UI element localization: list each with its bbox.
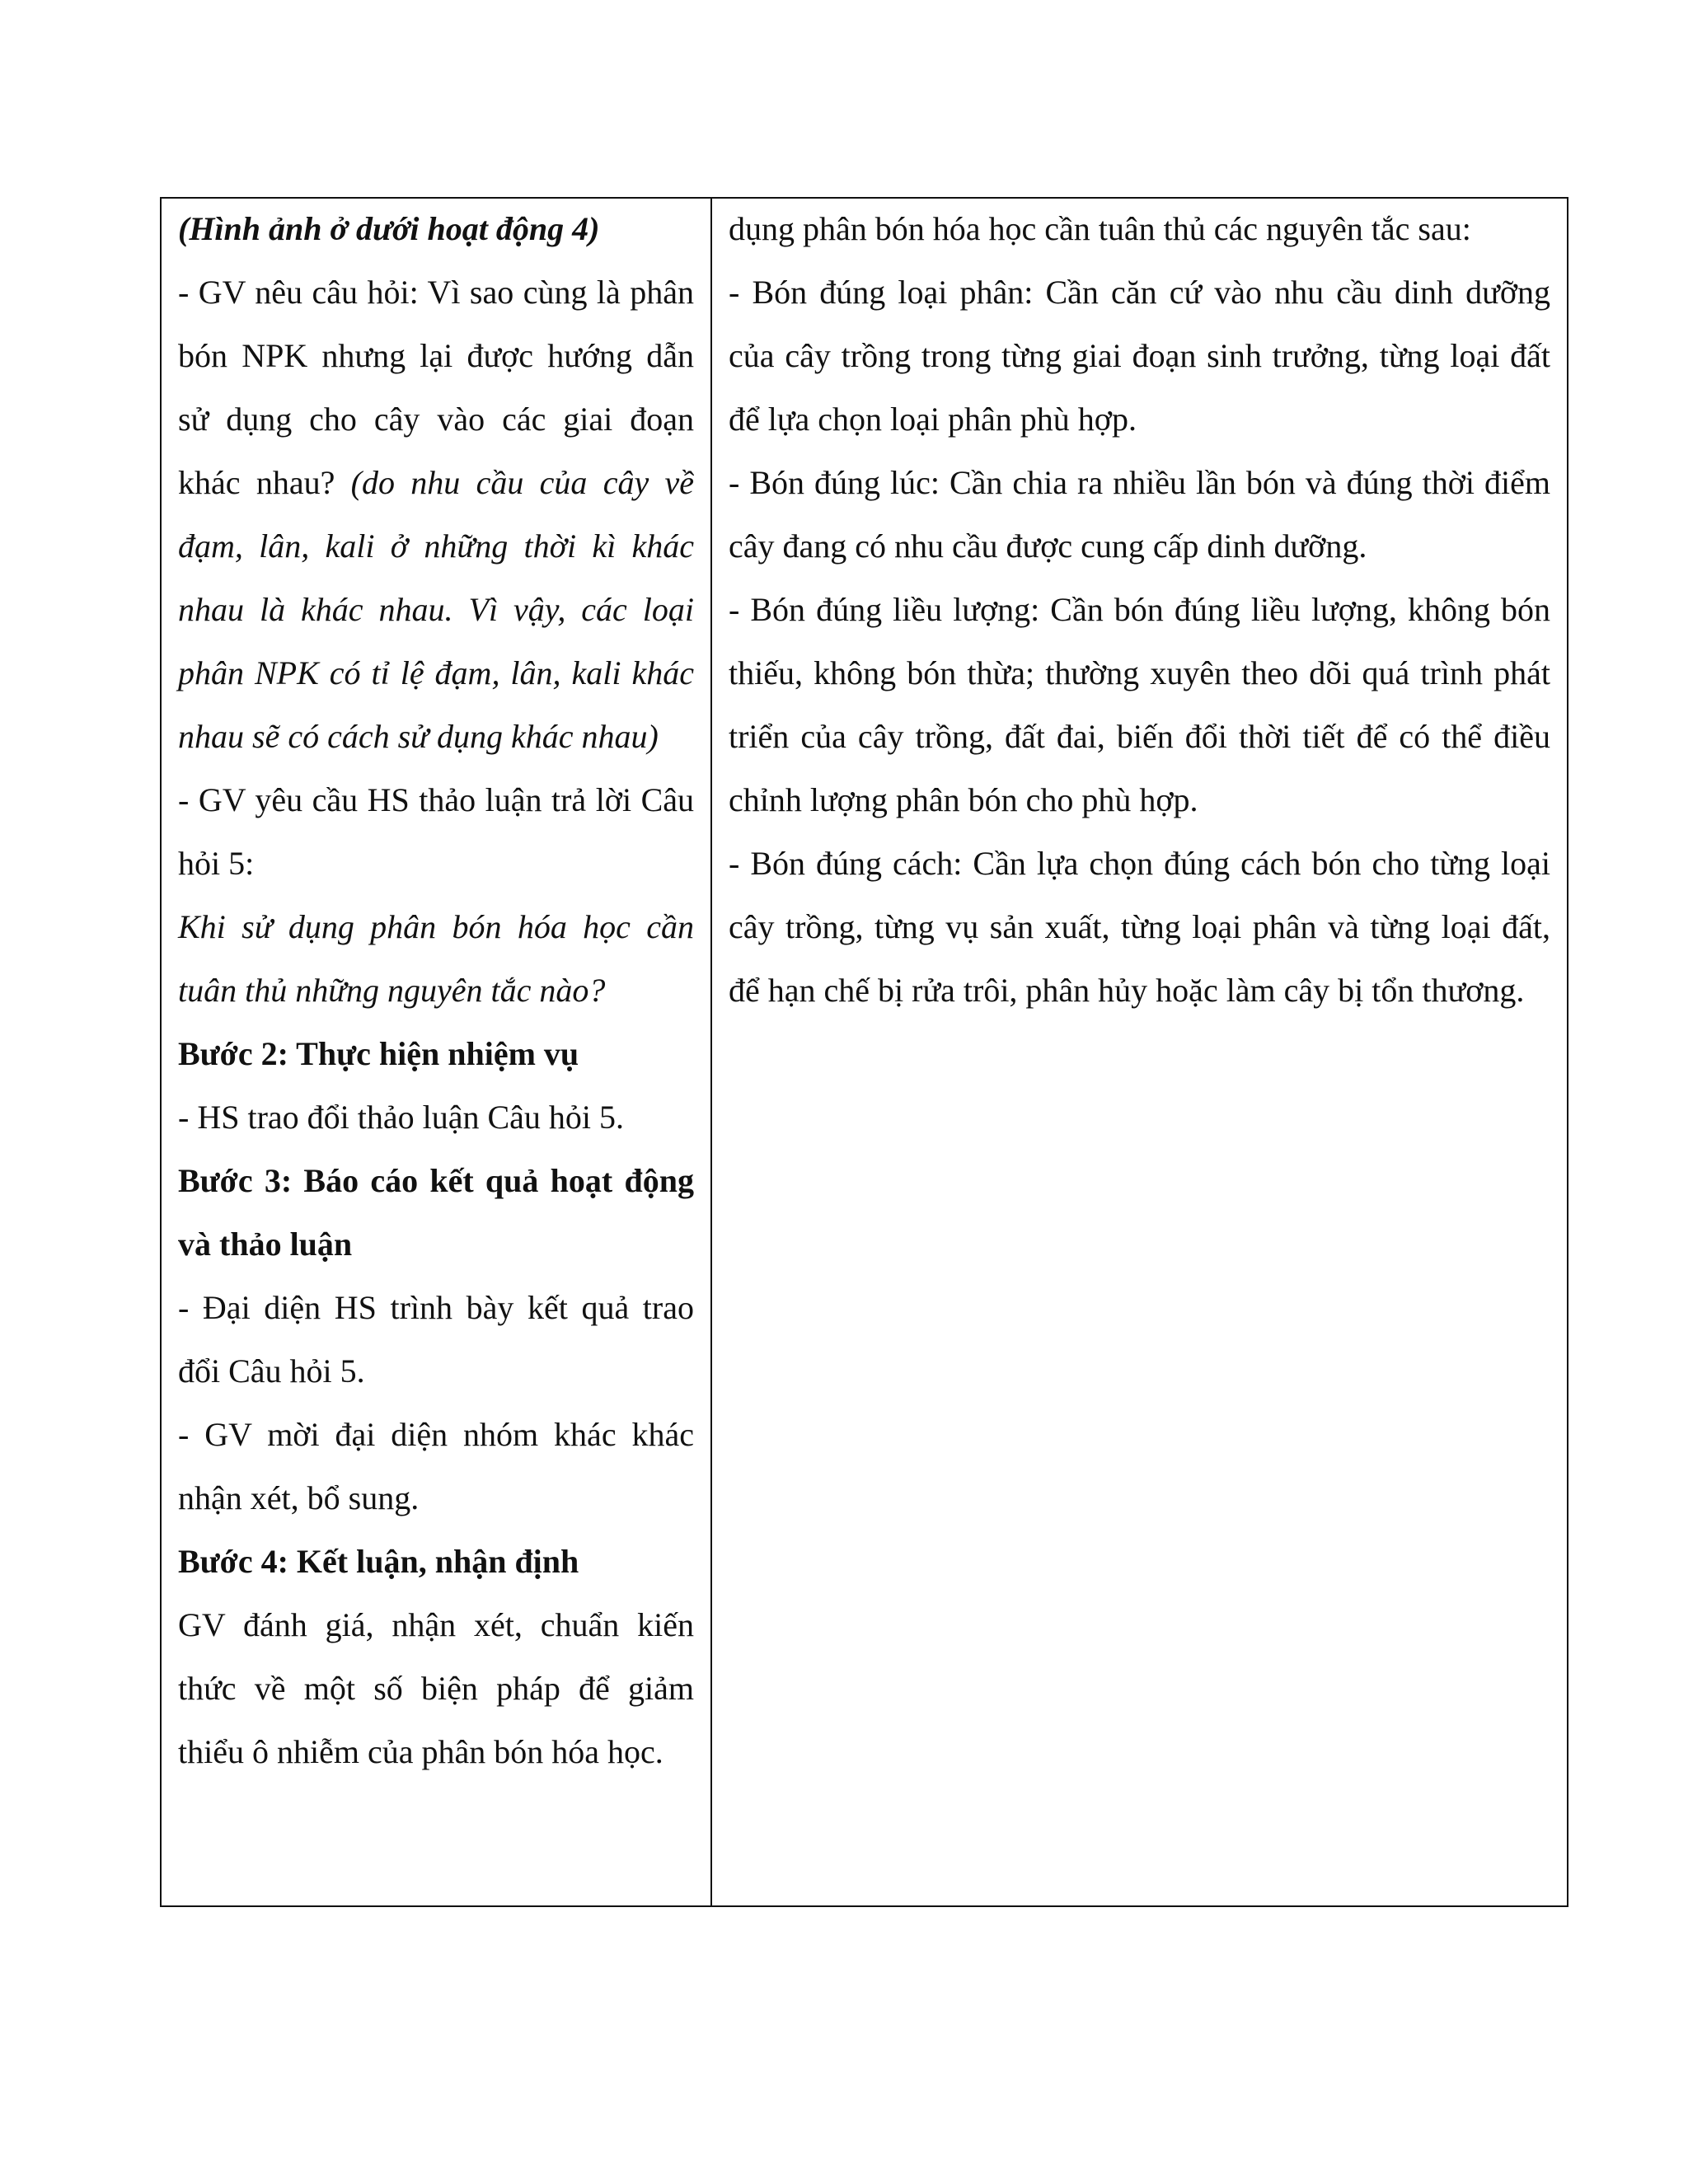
table-row xyxy=(161,198,1568,1906)
principles-intro: dụng phân bón hóa học cần tuân thủ các nguyên tắc sau: xyxy=(729,210,1471,247)
principle-right-type: - Bón đúng loại phân: Cần căn cứ vào nhu cầu dinh dưỡng của cây trồng trong từng giai đoạn sinh trưởng, từng loại đất để lựa chọn loại phân phù hợp. xyxy=(729,274,1550,438)
step-3-content-1: - Đại diện HS trình bày kết quả trao đổi Câu hỏi 5. xyxy=(178,1289,694,1390)
lesson-activity-table xyxy=(160,197,1568,1907)
teacher-question-text: - GV nêu câu hỏi: Vì sao cùng là phân bón NPK nhưng lại được hướng dẫn sử dụng cho cây vào các giai đoạn khác nhau? xyxy=(178,274,694,501)
principle-right-dose: - Bón đúng liều lượng: Cần bón đúng liều lượng, không bón thiếu, không bón thừa; thường xuyên theo dõi quá trình phát triển của cây trồng, đất đai, biến đổi thời tiết để có thể điều chỉnh lượng phân bón cho phù hợp. xyxy=(729,591,1550,818)
step-3-content-2: - GV mời đại diện nhóm khác khác nhận xét, bổ sung. xyxy=(178,1416,694,1516)
step-4-heading: Bước 4: Kết luận, nhận định xyxy=(178,1543,579,1580)
expected-answer-text: (do nhu cầu của cây về đạm, lân, kali ở những thời kì khác nhau là khác nhau. Vì vậy, các loại phân NPK có tỉ lệ đạm, lân, kali khác nhau sẽ có cách sử dụng khác nhau) xyxy=(178,464,695,755)
discussion-request-paragraph: - GV yêu cầu HS thảo luận trả lời Câu hỏi 5: xyxy=(178,781,694,882)
step-4-content: GV đánh giá, nhận xét, chuẩn kiến thức về một số biện pháp để giảm thiểu ô nhiễm của phân bón hóa học. xyxy=(178,1606,694,1770)
teacher-student-activity-cell xyxy=(161,198,711,1906)
step-2-content: - HS trao đổi thảo luận Câu hỏi 5. xyxy=(178,1099,625,1136)
expected-results-cell xyxy=(711,198,1568,1906)
principle-right-method: - Bón đúng cách: Cần lựa chọn đúng cách bón cho từng loại cây trồng, từng vụ sản xuất, từng loại phân và từng loại đất, để hạn chế bị rửa trôi, phân hủy hoặc làm cây bị tổn thương. xyxy=(729,845,1550,1009)
step-3-heading: Bước 3: Báo cáo kết quả hoạt động và thảo luận xyxy=(178,1162,694,1263)
step-2-heading: Bước 2: Thực hiện nhiệm vụ xyxy=(178,1035,579,1072)
principle-right-time: - Bón đúng lúc: Cần chia ra nhiều lần bón và đúng thời điểm cây đang có nhu cầu được cung cấp dinh dưỡng. xyxy=(729,464,1550,565)
teacher-question-paragraph xyxy=(178,260,694,768)
question-5-text: Khi sử dụng phân bón hóa học cần tuân thủ những nguyên tắc nào? xyxy=(178,908,694,1009)
image-reference-note: (Hình ảnh ở dưới hoạt động 4) xyxy=(178,210,600,247)
